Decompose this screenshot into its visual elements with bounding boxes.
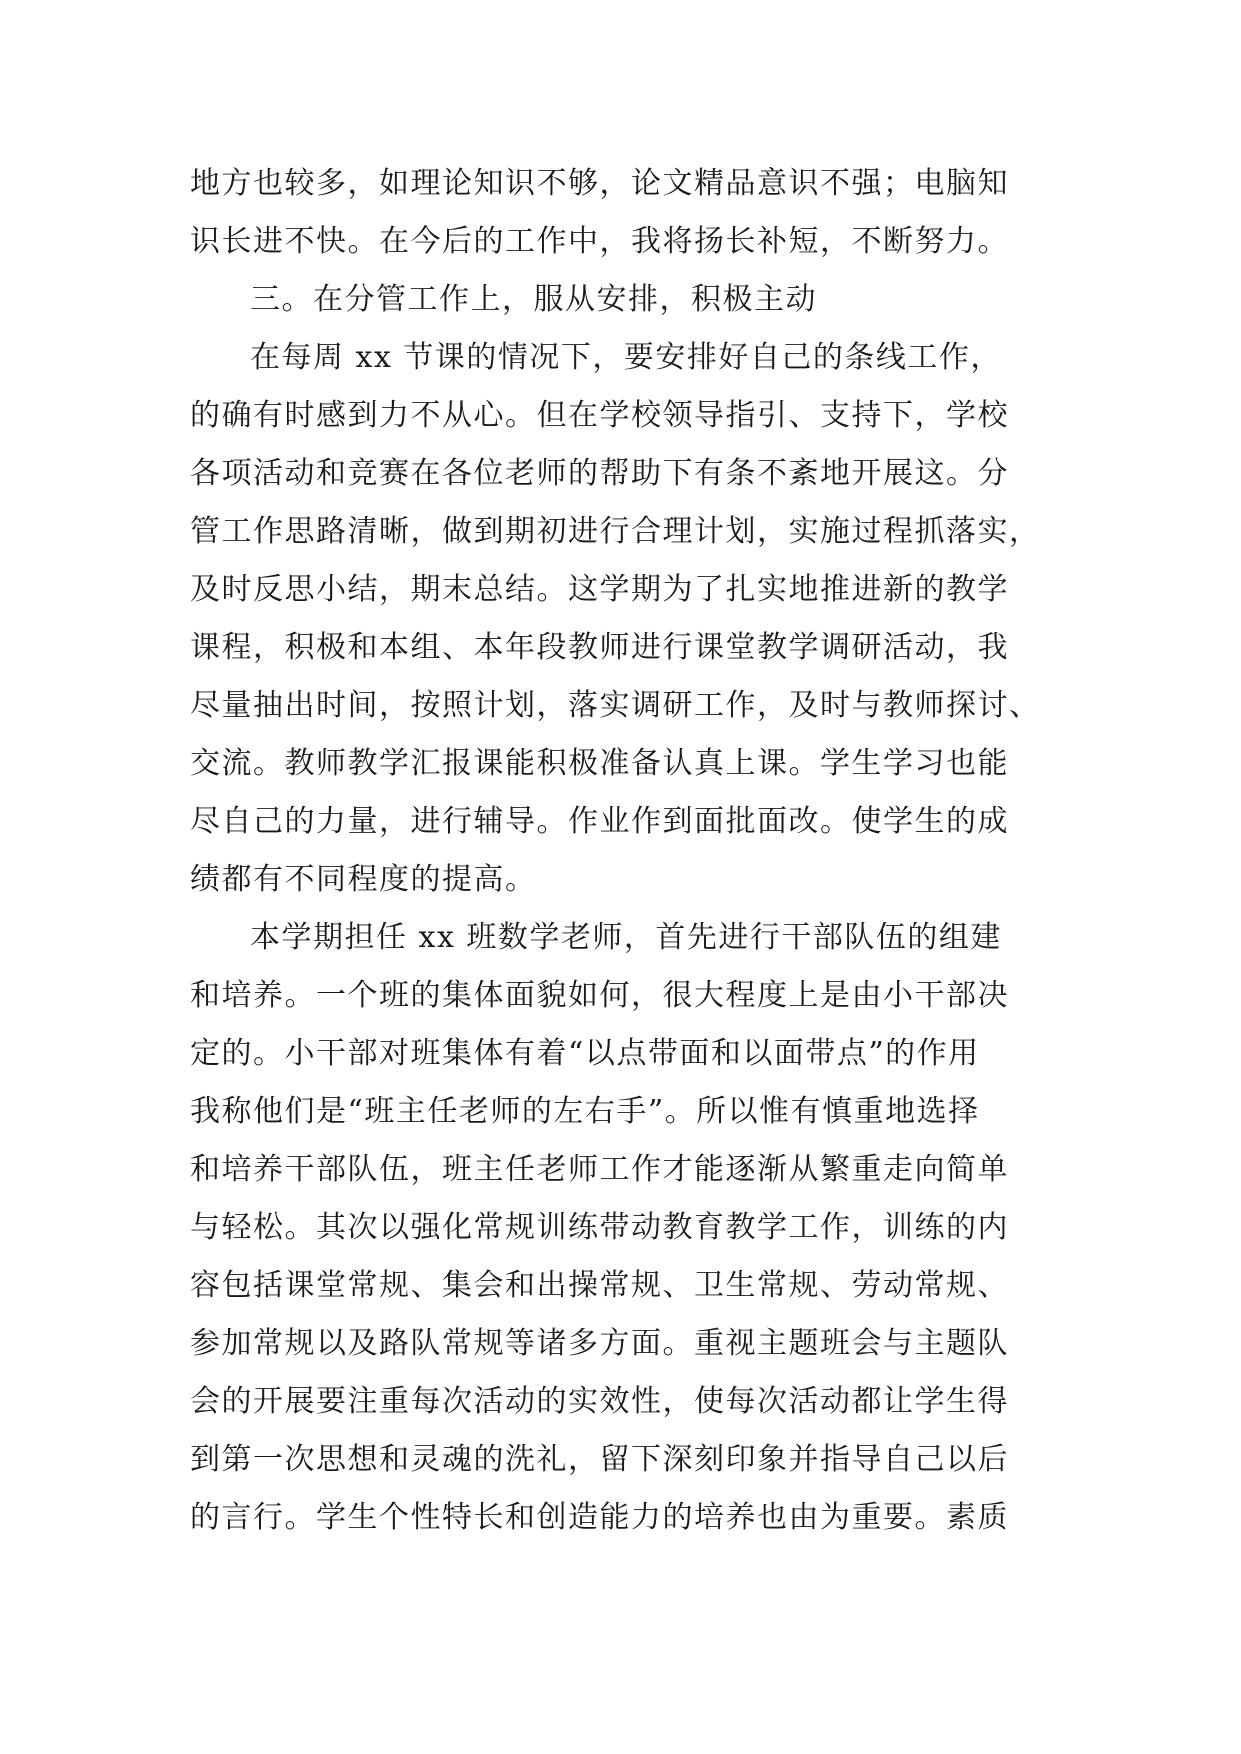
text-line: 我称他们是“班主任老师的左右手”。所以惟有慎重地选择 (190, 1094, 980, 1129)
text-line: 尽自己的力量，进行辅导。作业作到面批面改。使学生的成 (190, 804, 1009, 839)
text-line: 和培养干部队伍，班主任老师工作才能逐渐从繁重走向简单 (190, 1152, 1009, 1187)
text-line: 绩都有不同程度的提高。 (190, 862, 537, 897)
text-line: 课程，积极和本组、本年段教师进行课堂教学调研活动，我 (190, 630, 1009, 665)
text-line: 及时反思小结，期末总结。这学期为了扎实地推进新的教学 (190, 572, 1009, 607)
text-line: 尽量抽出时间，按照计划，落实调研工作，及时与教师探讨、 (190, 688, 1041, 723)
text-line: 参加常规以及路队常规等诸多方面。重视主题班会与主题队 (190, 1326, 1009, 1361)
text-line: 定的。小干部对班集体有着“以点带面和以面带点”的作用 (190, 1036, 980, 1071)
text-line: 本学期担任 xx 班数学老师，首先进行干部队伍的组建 (250, 920, 1002, 955)
text-line: 各项活动和竞赛在各位老师的帮助下有条不紊地开展这。分 (190, 456, 1009, 491)
text-line: 在每周 xx 节课的情况下，要安排好自己的条线工作， (250, 340, 1002, 375)
document-body (190, 155, 1060, 1547)
text-line: 和培养。一个班的集体面貌如何，很大程度上是由小干部决 (190, 978, 1009, 1013)
text-line: 的言行。学生个性特长和创造能力的培养也由为重要。素质 (190, 1500, 1009, 1535)
text-line: 识长进不快。在今后的工作中，我将扬长补短，不断努力。 (190, 224, 1009, 259)
text-line: 管工作思路清晰，做到期初进行合理计划，实施过程抓落实， (190, 514, 1041, 549)
text-line: 三。在分管工作上，服从安排，积极主动 (250, 282, 817, 317)
text-line: 地方也较多，如理论知识不够，论文精品意识不强；电脑知 (190, 166, 1009, 201)
text-line: 到第一次思想和灵魂的洗礼，留下深刻印象并指导自己以后 (190, 1442, 1009, 1477)
text-line: 的确有时感到力不从心。但在学校领导指引、支持下，学校 (190, 398, 1009, 433)
text-line: 与轻松。其次以强化常规训练带动教育教学工作，训练的内 (190, 1210, 1009, 1245)
text-line: 会的开展要注重每次活动的实效性，使每次活动都让学生得 (190, 1384, 1009, 1419)
text-line: 容包括课堂常规、集会和出操常规、卫生常规、劳动常规、 (190, 1268, 1009, 1303)
text-line: 交流。教师教学汇报课能积极准备认真上课。学生学习也能 (190, 746, 1009, 781)
